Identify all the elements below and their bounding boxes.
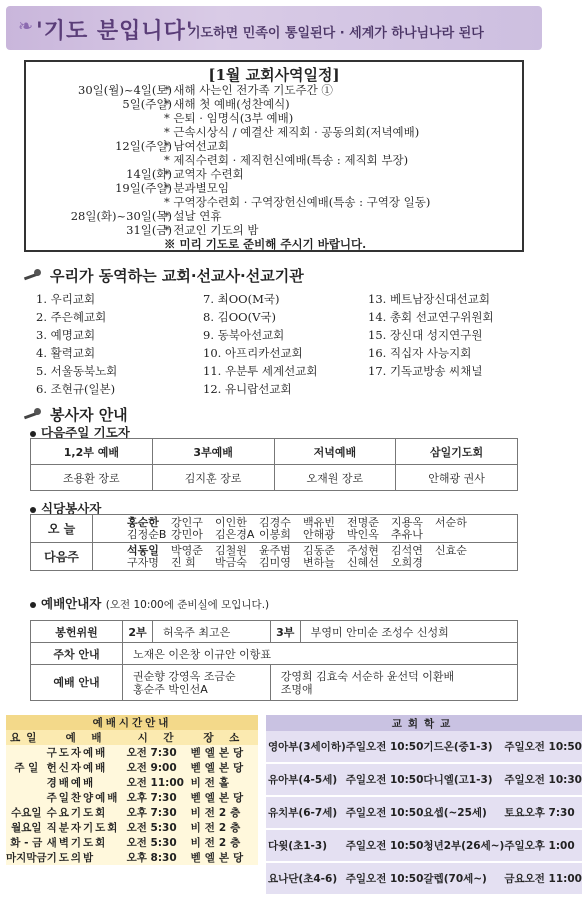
dept-name: 유치부(6-7세) <box>266 797 346 828</box>
guide-names-b: 강영희 김효숙 서순하 윤선덕 이환배 조명애 <box>270 665 517 701</box>
table-row <box>6 790 258 805</box>
offering-2-label: 2부 <box>123 621 153 643</box>
volunteer-name: 석동일 <box>127 543 159 557</box>
table-row <box>266 797 582 828</box>
table-row <box>6 805 258 820</box>
table-header: 삼일기도회 <box>396 439 518 465</box>
mission-item: 10. 아프리카선교회 <box>203 346 303 360</box>
dept-name: 영아부(3세이하) <box>266 731 346 762</box>
schedule-item: * 구역장수련회 · 구역장헌신예배(특송 : 구역장 일동) <box>164 195 431 209</box>
schedule-item: ※ 미리 기도로 준비해 주시기 바랍니다. <box>164 237 367 251</box>
schedule-item: * 분과별모임 <box>164 181 229 195</box>
table-header: 요일 <box>6 730 47 745</box>
volunteer-name: 안해광 <box>303 527 335 541</box>
volunteer-name: 구자명 <box>127 555 159 569</box>
dept-name: 청년2부(26세~) <box>423 830 504 861</box>
worship-times-table <box>6 715 258 865</box>
banner-subtitle: 기도하면 민족이 통일된다 · 세계가 하나님나라 된다 <box>188 26 484 41</box>
kitchen-heading: 식당봉사자 <box>30 499 101 517</box>
service-cell: 기도의밤 <box>47 850 127 865</box>
volunteer-name: 신효순 <box>435 543 467 557</box>
header-banner <box>6 6 542 50</box>
volunteer-name: 지용옥 <box>391 515 423 529</box>
schedule-row <box>26 124 522 138</box>
time-cell: 오후 8:30 <box>127 850 191 865</box>
schedule-title: [1월 교회사역일정] <box>208 66 340 84</box>
volunteer-name: 강민아 <box>171 527 203 541</box>
table-row <box>6 775 258 790</box>
prayer-table <box>30 438 518 491</box>
volunteer-name: 김철원 <box>215 543 247 557</box>
volunteer-name: 변하늘 <box>303 555 335 569</box>
day-cell: 화 - 금 <box>6 835 47 850</box>
schedule-row <box>26 96 522 110</box>
place-cell: 벧엘본당 <box>191 790 258 805</box>
mission-item: 15. 장신대 성지연구원 <box>368 328 483 342</box>
dept-time: 주일오전 10:50 <box>346 764 424 795</box>
place-cell: 벧엘본당 <box>191 760 258 775</box>
volunteers-heading <box>24 404 128 425</box>
schedule-date: 14일(화) <box>126 167 172 181</box>
schedule-date: 30일(월)~4일(토) <box>78 83 172 97</box>
offering-3-label: 3부 <box>270 621 300 643</box>
time-cell: 오후 7:30 <box>127 790 191 805</box>
dept-name: 요나단(초4-6) <box>266 863 346 894</box>
volunteer-name: 김미영 <box>259 555 291 569</box>
service-cell: 주일찬양예배 <box>47 790 127 805</box>
names-line <box>127 529 517 541</box>
schedule-item: * 설날 연휴 <box>164 209 222 223</box>
mission-item: 9. 동북아선교회 <box>203 328 285 342</box>
volunteer-name: 김정순B <box>127 527 167 541</box>
schedule-row <box>26 152 522 166</box>
service-cell: 헌신자예배 <box>47 760 127 775</box>
table-row <box>266 830 582 861</box>
table-row <box>6 745 258 760</box>
table-header: 3부예배 <box>152 439 274 465</box>
mission-item: 17. 기독교방송 씨채널 <box>368 364 483 378</box>
schedule-item: * 새해 사는인 전가족 기도주간 ① <box>164 83 333 97</box>
ushers-table <box>30 620 518 701</box>
dept-time: 주일오전 10:50 <box>346 797 424 828</box>
day-cell <box>6 775 47 790</box>
names-line <box>127 545 517 557</box>
place-cell: 벧엘본당 <box>191 850 258 865</box>
dept-name: 갈렙(70세~) <box>423 863 504 894</box>
place-cell: 비전홀 <box>191 775 258 790</box>
volunteer-name: 강인구 <box>171 515 203 529</box>
table-cell: 김지훈 장로 <box>152 465 274 491</box>
place-cell: 비전2층 <box>191 835 258 850</box>
volunteer-name: 김경수 <box>259 515 291 529</box>
service-cell: 새벽기도회 <box>47 835 127 850</box>
guide-names-a: 권순향 강영옥 조금순 홍순주 박인선A <box>123 665 271 701</box>
day-cell <box>6 790 47 805</box>
schedule-item: * 새해 첫 예배(성찬예식) <box>164 97 290 111</box>
runner-icon <box>24 269 44 283</box>
names-line <box>127 517 517 529</box>
volunteer-name: 서순하 <box>435 515 467 529</box>
time-cell: 오후 7:30 <box>127 805 191 820</box>
volunteer-name: 백유빈 <box>303 515 335 529</box>
day-cell: 월요일 <box>6 820 47 835</box>
volunteer-name: 박인옥 <box>347 527 379 541</box>
sunday-school-title: 교회학교 <box>266 715 582 731</box>
ushers-note: (오전 10:00에 준비실에 모입니다.) <box>105 599 270 611</box>
dept-name: 유아부(4-5세) <box>266 764 346 795</box>
service-cell: 직분자기도회 <box>47 820 127 835</box>
volunteer-name: 이인한 <box>215 515 247 529</box>
dept-name: 기드온(중1-3) <box>423 731 504 762</box>
bullet-icon <box>30 431 36 437</box>
mission-item: 5. 서울동북노회 <box>36 364 118 378</box>
dept-time: 주일오전 10:50 <box>346 863 424 894</box>
mission-item: 13. 베트남장신대선교회 <box>368 292 490 306</box>
kitchen-day-label: 다음주 <box>31 543 93 571</box>
schedule-date: 12일(주일) <box>115 139 172 153</box>
schedule-item: * 근속시상식 / 예결산 제직회 · 공동의회(저녁예배) <box>164 125 420 139</box>
volunteers-heading-label: 봉사자 안내 <box>50 406 128 424</box>
volunteer-name: 신혜선 <box>347 555 379 569</box>
table-row <box>6 835 258 850</box>
schedule-item: * 남여선교회 <box>164 139 229 153</box>
guide-label: 예배 안내 <box>31 665 123 701</box>
mission-item: 12. 유니랍선교회 <box>203 382 292 396</box>
schedule-box <box>24 60 524 252</box>
dept-time: 주일오전 10:50 <box>346 731 424 762</box>
table-header: 저녁예배 <box>274 439 396 465</box>
volunteer-name: 주성현 <box>347 543 379 557</box>
dept-time: 주일오후 1:00 <box>504 830 582 861</box>
time-cell: 오전 11:00 <box>127 775 191 790</box>
schedule-row <box>26 222 522 236</box>
mission-item: 4. 활력교회 <box>36 346 96 360</box>
table-row <box>6 820 258 835</box>
schedule-date: 28일(화)~30일(목) <box>70 209 172 223</box>
mission-item: 1. 우리교회 <box>36 292 96 306</box>
schedule-item: * 전교인 기도의 밤 <box>164 223 259 237</box>
schedule-row <box>26 138 522 152</box>
bullet-icon <box>30 602 36 608</box>
names-line <box>127 557 517 569</box>
table-header: 장 소 <box>191 730 258 745</box>
volunteer-name: 오희경 <box>391 555 423 569</box>
mission-item: 8. 김OO(V국) <box>203 310 276 324</box>
volunteer-name: 박금숙 <box>215 555 247 569</box>
bullet-icon <box>30 507 36 513</box>
volunteer-name: 전명준 <box>347 515 379 529</box>
day-cell: 주 일 <box>6 760 47 775</box>
volunteer-name: 김동준 <box>303 543 335 557</box>
dept-time: 주일오전 10:50 <box>346 830 424 861</box>
dept-time: 주일오전 10:50 <box>504 731 582 762</box>
dept-time: 토요오후 7:30 <box>504 797 582 828</box>
offering-label: 봉헌위원 <box>31 621 123 643</box>
mission-item: 7. 최OO(M국) <box>203 292 280 306</box>
schedule-item: * 제직수련회 · 제직헌신예배(특송 : 제직회 부장) <box>164 153 409 167</box>
mission-item: 14. 총회 선교연구위원회 <box>368 310 494 324</box>
dept-time: 주일오전 10:30 <box>504 764 582 795</box>
worship-times-title: 예배시간안내 <box>6 715 258 730</box>
table-cell: 안해광 권사 <box>396 465 518 491</box>
volunteer-name: 김석연 <box>391 543 423 557</box>
kitchen-table <box>30 514 518 571</box>
service-cell: 구도자예배 <box>47 745 127 760</box>
dept-name: 다윗(초1-3) <box>266 830 346 861</box>
schedule-item: * 교역자 수련회 <box>164 167 244 181</box>
schedule-date: 5일(주일) <box>122 97 172 111</box>
schedule-date: 19일(주일) <box>115 181 172 195</box>
parking-label: 주차 안내 <box>31 643 123 665</box>
dept-time: 금요오전 11:00 <box>504 863 582 894</box>
day-cell: 마지막금 <box>6 852 47 864</box>
table-row <box>266 764 582 795</box>
schedule-row <box>26 194 522 208</box>
table-cell: 오재원 장로 <box>274 465 396 491</box>
time-cell: 오전 7:30 <box>127 745 191 760</box>
mission-item: 2. 주은혜교회 <box>36 310 107 324</box>
place-cell: 비전2층 <box>191 805 258 820</box>
table-header: 시 간 <box>127 730 191 745</box>
volunteer-name: 박영준 <box>171 543 203 557</box>
sunday-school-table <box>266 715 582 894</box>
schedule-row <box>26 166 522 180</box>
runner-icon <box>24 408 44 422</box>
day-cell <box>6 745 47 760</box>
mission-item: 16. 직십자 사능지회 <box>368 346 472 360</box>
table-row <box>31 543 518 571</box>
table-row <box>6 850 258 865</box>
prayer-heading: 다음주일 기도자 <box>30 423 130 441</box>
mission-item: 3. 예명교회 <box>36 328 96 342</box>
place-cell: 비전2층 <box>191 820 258 835</box>
schedule-row <box>26 236 522 250</box>
missions-heading <box>24 265 304 286</box>
dept-name: 요셉(~25세) <box>423 797 504 828</box>
missions-heading-label: 우리가 동역하는 교회·선교사·선교기관 <box>50 267 304 285</box>
table-cell: 조용환 장로 <box>31 465 153 491</box>
table-header: 1,2부 예배 <box>31 439 153 465</box>
mission-item: 6. 조현규(일본) <box>36 382 116 396</box>
service-cell: 경배예배 <box>47 775 127 790</box>
volunteer-name: 윤주범 <box>259 543 291 557</box>
table-row <box>6 760 258 775</box>
offering-2-names: 허욱주 최고은 <box>153 621 271 643</box>
volunteer-name: 추유나 <box>391 527 423 541</box>
banner-title: '기도 분입니다' <box>36 18 194 44</box>
table-row <box>266 863 582 894</box>
offering-3-names: 부영미 안미순 조성수 신성희 <box>300 621 517 643</box>
table-row <box>31 515 518 543</box>
place-cell: 벧엘본당 <box>191 745 258 760</box>
parking-names: 노재은 이은창 이규안 이항표 <box>123 643 518 665</box>
schedule-row <box>26 82 522 96</box>
schedule-row <box>26 110 522 124</box>
kitchen-day-label: 오 늘 <box>31 515 93 543</box>
decoration-icon: ❧ <box>18 16 34 37</box>
kitchen-names <box>93 515 518 543</box>
schedule-row <box>26 208 522 222</box>
time-cell: 오전 9:00 <box>127 760 191 775</box>
table-row <box>266 731 582 762</box>
schedule-date: 31일(금) <box>126 223 172 237</box>
service-cell: 수요기도회 <box>47 805 127 820</box>
volunteer-name: 홍순한 <box>127 515 159 529</box>
day-cell: 수요일 <box>6 805 47 820</box>
dept-name: 다니엘(고1-3) <box>423 764 504 795</box>
schedule-item: * 은퇴 · 임명식(3부 예배) <box>164 111 294 125</box>
ushers-heading: 예배안내자 (오전 10:00에 준비실에 모입니다.) <box>30 594 269 612</box>
volunteer-name: 이봉희 <box>259 527 291 541</box>
time-cell: 오전 5:30 <box>127 820 191 835</box>
volunteer-name: 진 희 <box>171 555 196 569</box>
volunteer-name: 김은경A <box>215 527 255 541</box>
kitchen-names <box>93 543 518 571</box>
table-header: 예 배 <box>47 730 127 745</box>
time-cell: 오전 5:30 <box>127 835 191 850</box>
schedule-row <box>26 180 522 194</box>
mission-item: 11. 우분투 세계선교회 <box>203 364 318 378</box>
